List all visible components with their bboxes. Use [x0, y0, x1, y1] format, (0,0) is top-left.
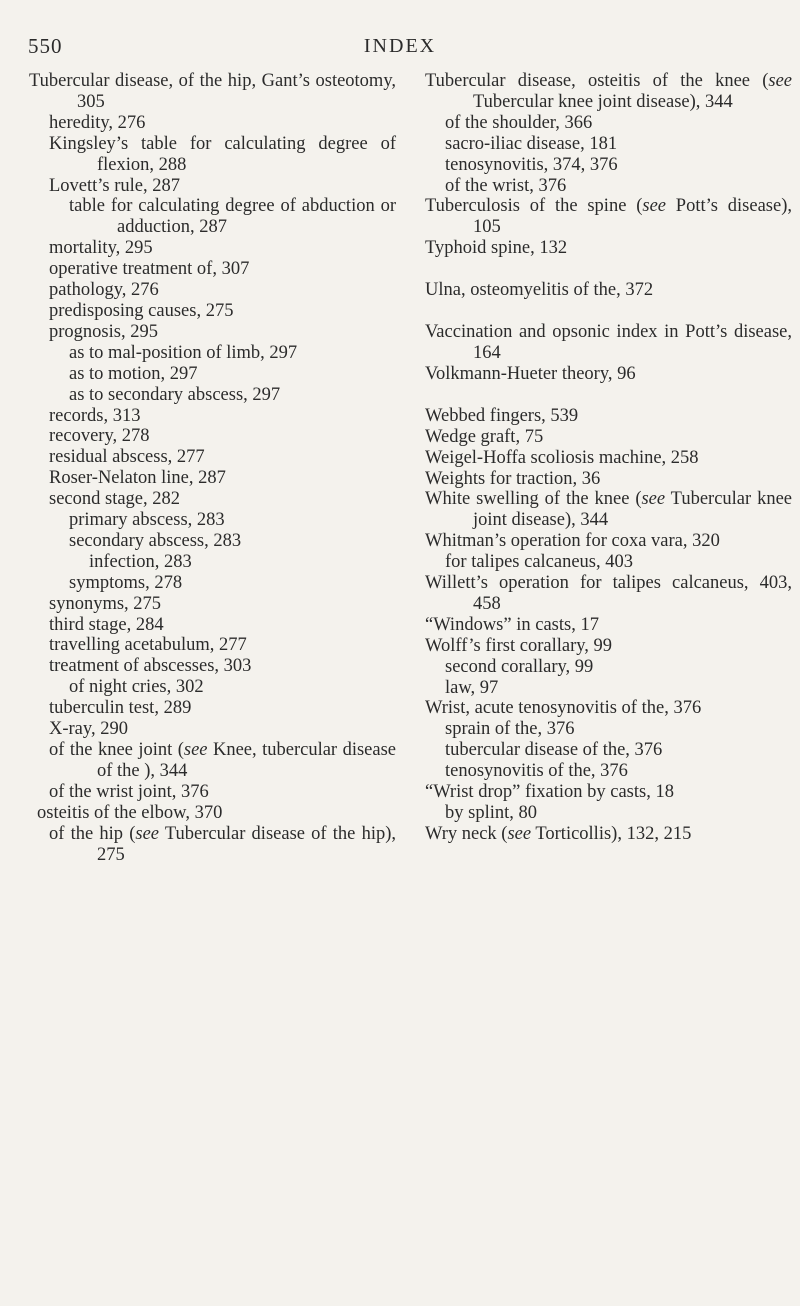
letter-group-gap [425, 385, 792, 406]
entry-text: treatment of abscesses, 303 [49, 656, 252, 677]
entry-text: secondary abscess, 283 [69, 530, 242, 551]
entry-text: heredity, 276 [49, 112, 146, 133]
index-entry [425, 364, 792, 385]
see-reference: see [507, 823, 532, 844]
index-subentry [29, 447, 396, 468]
index-subentry [29, 196, 396, 238]
entry-text: as to secondary abscess, 297 [69, 384, 281, 405]
entry-text: Wolff’s first corallary, 99 [425, 635, 613, 656]
index-entry [425, 782, 792, 803]
index-subentry [29, 531, 396, 552]
entry-text: X-ray, 290 [49, 719, 128, 740]
index-subentry [29, 615, 396, 636]
index-entry [425, 615, 792, 636]
entry-text: Vaccination and opsonic index in Pott’s disease, 164 [425, 322, 792, 363]
entry-text: Tubercular disease, of the hip, Gant’s osteotomy, 305 [29, 71, 396, 112]
entry-text: Tubercular disease, osteitis of the knee ( [425, 71, 769, 91]
see-reference: see [768, 71, 792, 91]
index-column-left [29, 71, 396, 865]
see-reference: see [183, 740, 208, 760]
entry-text: second corallary, 99 [445, 656, 594, 677]
entry-text: Tubercular knee joint disease), 344 [473, 91, 733, 112]
entry-text: of the hip ( [49, 823, 136, 844]
entry-text: second stage, 282 [49, 489, 181, 510]
entry-text: synonyms, 275 [49, 593, 162, 614]
entry-text: pathology, 276 [49, 280, 159, 301]
page-number: 550 [28, 34, 63, 58]
entry-text: recovery, 278 [49, 426, 150, 447]
entry-text: osteitis of the elbow, 370 [37, 802, 223, 823]
index-subentry [29, 698, 396, 719]
entry-text: Torticollis), 132, 215 [531, 823, 692, 844]
index-subentry [425, 803, 792, 824]
index-entry [425, 824, 792, 845]
index-subentry [425, 134, 792, 155]
index-subentry [29, 280, 396, 301]
entry-text: Willett’s operation for talipes calcaneus, 403, 458 [425, 573, 792, 614]
entry-text: Weigel-Hoffa scoliosis machine, 258 [425, 447, 699, 468]
entry-text: predisposing causes, 275 [49, 300, 234, 321]
entry-text: mortality, 295 [49, 238, 153, 259]
entry-text: Knee, tubercular disease of the ), 344 [97, 740, 396, 781]
entry-text: records, 313 [49, 405, 141, 426]
index-entry [425, 238, 792, 259]
index-entry [425, 636, 792, 657]
entry-text: Whitman’s operation for coxa vara, 320 [425, 531, 720, 552]
index-entry [425, 280, 792, 301]
index-subentry [29, 238, 396, 259]
index-column-right [425, 71, 792, 845]
index-subentry [29, 573, 396, 594]
entry-text: tenosynovitis, 374, 376 [445, 154, 618, 175]
index-subentry [29, 176, 396, 197]
entry-text: Wry neck ( [425, 823, 508, 844]
entry-text: tuberculin test, 289 [49, 698, 192, 719]
index-entry [425, 698, 792, 719]
entry-text: travelling acetabulum, 277 [49, 635, 247, 656]
index-subentry [29, 406, 396, 427]
see-reference: see [135, 823, 160, 844]
index-subentry [29, 719, 396, 740]
entry-text: operative treatment of, 307 [49, 259, 250, 280]
entry-text: Wrist, acute tenosynovitis of the, 376 [425, 698, 702, 719]
entry-text: “Windows” in casts, 17 [425, 614, 599, 635]
index-entry [425, 322, 792, 364]
entry-text: Roser-Nelaton line, 287 [49, 468, 226, 489]
entry-text: of the wrist joint, 376 [49, 781, 209, 802]
entry-text: of night cries, 302 [69, 677, 204, 698]
letter-group-gap [425, 301, 792, 322]
index-subentry [425, 176, 792, 197]
page-header [28, 34, 772, 64]
index-subentry [29, 113, 396, 134]
index-subentry [425, 113, 792, 134]
index-subentry [29, 782, 396, 803]
index-entry [425, 531, 792, 552]
entry-text: tenosynovitis of the, 376 [445, 761, 628, 782]
entry-text: Tuberculosis of the spine ( [425, 196, 643, 217]
index-subentry [425, 719, 792, 740]
index-entry [425, 489, 792, 531]
index-subentry [29, 343, 396, 364]
entry-text: Webbed fingers, 539 [425, 405, 579, 426]
entry-text: Lovett’s rule, 287 [49, 175, 181, 196]
index-entry [425, 427, 792, 448]
index-subentry [29, 594, 396, 615]
entry-text: Ulna, osteomyelitis of the, 372 [425, 280, 654, 301]
entry-text: Weights for traction, 36 [425, 468, 601, 489]
index-subentry [29, 426, 396, 447]
see-reference: see [641, 489, 666, 510]
index-subentry [29, 468, 396, 489]
index-subentry [29, 824, 396, 866]
entry-text: table for calculating degree of abduction or adduction, 287 [69, 196, 396, 238]
entry-text: tubercular disease of the, 376 [445, 740, 663, 761]
index-subentry [29, 322, 396, 343]
entry-text: by splint, 80 [445, 803, 537, 823]
index-subentry [29, 385, 396, 406]
index-entry [29, 71, 396, 113]
entry-text: third stage, 284 [49, 614, 164, 635]
index-entry [425, 448, 792, 469]
index-entry [425, 196, 792, 238]
index-subentry [29, 803, 396, 824]
index-subentry [29, 489, 396, 510]
entry-text: sprain of the, 376 [445, 719, 575, 740]
index-subentry [29, 677, 396, 698]
entry-text: as to motion, 297 [69, 363, 198, 384]
entry-text: “Wrist drop” fixation by casts, 18 [425, 782, 674, 803]
index-subentry [29, 635, 396, 656]
see-reference: see [642, 196, 666, 217]
entry-text: primary abscess, 283 [69, 510, 225, 531]
index-entry [425, 573, 792, 615]
index-subentry [29, 552, 396, 573]
entry-text: Wedge graft, 75 [425, 426, 544, 447]
index-entry [425, 71, 792, 113]
index-subentry [425, 657, 792, 678]
index-subentry [29, 301, 396, 322]
index-subentry [425, 155, 792, 176]
entry-text: sacro-iliac disease, 181 [445, 133, 618, 154]
index-subentry [29, 656, 396, 677]
entry-text: for talipes calcaneus, 403 [445, 552, 634, 573]
entry-text: of the knee joint ( [49, 740, 184, 760]
running-head: INDEX [363, 35, 437, 57]
entry-text: infection, 283 [89, 551, 192, 572]
index-subentry [425, 740, 792, 761]
index-subentry [29, 364, 396, 385]
entry-text: Kingsley’s table for calculating degree of flexion, 288 [49, 133, 396, 175]
index-entry [425, 469, 792, 490]
entry-text: Tubercular disease of the hip), 275 [97, 823, 396, 865]
index-subentry [29, 259, 396, 280]
index-subentry [29, 510, 396, 531]
entry-text: as to mal-position of limb, 297 [69, 342, 298, 363]
entry-text: White swelling of the knee ( [425, 489, 642, 510]
entry-text: Tubercular knee joint disease), 344 [473, 489, 792, 531]
index-subentry [425, 552, 792, 573]
entry-text: of the shoulder, 366 [445, 112, 593, 133]
entry-text: Typhoid spine, 132 [425, 238, 568, 259]
index-entry [425, 406, 792, 427]
entry-text: law, 97 [445, 677, 499, 698]
index-subentry [425, 761, 792, 782]
entry-text: symptoms, 278 [69, 572, 183, 593]
entry-text: Volkmann-Hueter theory, 96 [425, 363, 636, 384]
letter-group-gap [425, 259, 792, 280]
index-subentry [425, 678, 792, 699]
entry-text: prognosis, 295 [49, 321, 158, 342]
entry-text: residual abscess, 277 [49, 447, 205, 468]
entry-text: Pott’s disease), 105 [473, 196, 792, 238]
index-subentry [29, 134, 396, 176]
index-subentry [29, 740, 396, 782]
entry-text: of the wrist, 376 [445, 175, 567, 196]
